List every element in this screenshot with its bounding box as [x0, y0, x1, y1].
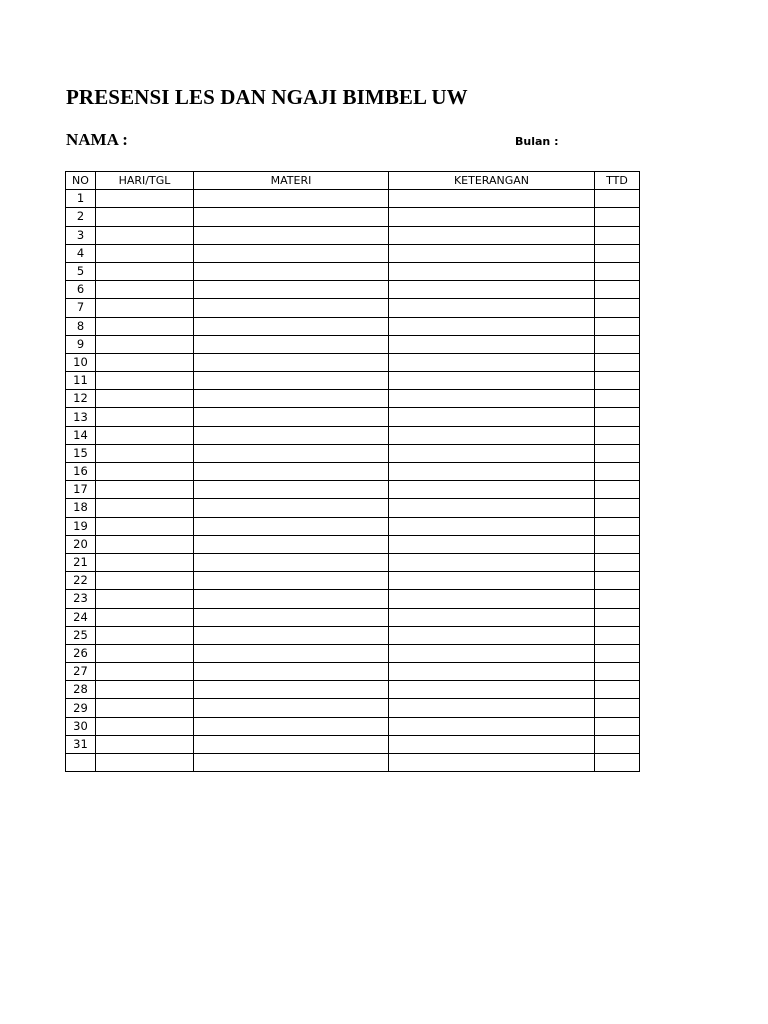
cell-ttd[interactable] — [595, 481, 640, 499]
table-row — [66, 444, 640, 462]
cell-keterangan[interactable] — [389, 572, 595, 590]
table-row — [66, 463, 640, 481]
cell-materi[interactable] — [194, 244, 389, 262]
cell-no: 7 — [66, 299, 96, 317]
cell-materi[interactable] — [194, 317, 389, 335]
cell-keterangan[interactable] — [389, 754, 595, 772]
cell-keterangan[interactable] — [389, 481, 595, 499]
cell-materi[interactable] — [194, 190, 389, 208]
cell-hari-tgl[interactable] — [96, 626, 194, 644]
cell-keterangan[interactable] — [389, 717, 595, 735]
cell-materi[interactable] — [194, 390, 389, 408]
cell-no: 1 — [66, 190, 96, 208]
cell-hari-tgl[interactable] — [96, 499, 194, 517]
table-row — [66, 517, 640, 535]
cell-materi[interactable] — [194, 626, 389, 644]
table-row — [66, 353, 640, 371]
cell-materi[interactable] — [194, 299, 389, 317]
table-row — [66, 626, 640, 644]
cell-keterangan[interactable] — [389, 444, 595, 462]
cell-hari-tgl[interactable] — [96, 535, 194, 553]
cell-hari-tgl[interactable] — [96, 608, 194, 626]
cell-hari-tgl[interactable] — [96, 372, 194, 390]
cell-hari-tgl[interactable] — [96, 735, 194, 753]
cell-keterangan[interactable] — [389, 463, 595, 481]
cell-no: 27 — [66, 663, 96, 681]
cell-materi[interactable] — [194, 208, 389, 226]
table-row — [66, 408, 640, 426]
cell-ttd[interactable] — [595, 335, 640, 353]
header-materi: MATERI — [194, 172, 389, 190]
table-row — [66, 644, 640, 662]
table-row — [66, 735, 640, 753]
cell-materi[interactable] — [194, 517, 389, 535]
cell-keterangan[interactable] — [389, 390, 595, 408]
table-row — [66, 699, 640, 717]
cell-keterangan[interactable] — [389, 590, 595, 608]
cell-keterangan[interactable] — [389, 553, 595, 571]
cell-ttd[interactable] — [595, 317, 640, 335]
cell-ttd[interactable] — [595, 517, 640, 535]
cell-hari-tgl[interactable] — [96, 553, 194, 571]
cell-hari-tgl[interactable] — [96, 335, 194, 353]
cell-ttd[interactable] — [595, 444, 640, 462]
cell-hari-tgl[interactable] — [96, 681, 194, 699]
cell-ttd[interactable] — [595, 572, 640, 590]
cell-keterangan[interactable] — [389, 517, 595, 535]
cell-no: 23 — [66, 590, 96, 608]
cell-keterangan[interactable] — [389, 735, 595, 753]
table-row — [66, 317, 640, 335]
table-row — [66, 663, 640, 681]
table-row — [66, 190, 640, 208]
cell-materi[interactable] — [194, 426, 389, 444]
table-row — [66, 499, 640, 517]
cell-keterangan[interactable] — [389, 408, 595, 426]
nama-label: NAMA : — [66, 130, 128, 149]
bulan-label: Bulan : — [515, 135, 559, 148]
header-no: NO — [66, 172, 96, 190]
table-header-row — [66, 172, 640, 190]
cell-hari-tgl[interactable] — [96, 226, 194, 244]
cell-ttd[interactable] — [595, 499, 640, 517]
cell-no: 18 — [66, 499, 96, 517]
cell-keterangan[interactable] — [389, 626, 595, 644]
table-row — [66, 299, 640, 317]
cell-no: 4 — [66, 244, 96, 262]
cell-materi[interactable] — [194, 754, 389, 772]
cell-hari-tgl[interactable] — [96, 663, 194, 681]
cell-keterangan[interactable] — [389, 335, 595, 353]
cell-hari-tgl[interactable] — [96, 463, 194, 481]
table-row — [66, 754, 640, 772]
cell-hari-tgl[interactable] — [96, 572, 194, 590]
cell-hari-tgl[interactable] — [96, 190, 194, 208]
cell-ttd[interactable] — [595, 608, 640, 626]
cell-ttd[interactable] — [595, 681, 640, 699]
table-row — [66, 281, 640, 299]
table-row — [66, 535, 640, 553]
cell-no: 29 — [66, 699, 96, 717]
cell-keterangan[interactable] — [389, 317, 595, 335]
cell-ttd[interactable] — [595, 717, 640, 735]
cell-hari-tgl[interactable] — [96, 590, 194, 608]
cell-ttd[interactable] — [595, 372, 640, 390]
cell-no: 22 — [66, 572, 96, 590]
cell-no: 16 — [66, 463, 96, 481]
cell-ttd[interactable] — [595, 754, 640, 772]
cell-hari-tgl[interactable] — [96, 408, 194, 426]
cell-hari-tgl[interactable] — [96, 353, 194, 371]
table-row — [66, 426, 640, 444]
table-row — [66, 335, 640, 353]
cell-keterangan[interactable] — [389, 353, 595, 371]
table-row — [66, 208, 640, 226]
cell-materi[interactable] — [194, 644, 389, 662]
cell-hari-tgl[interactable] — [96, 444, 194, 462]
header-ttd: TTD — [595, 172, 640, 190]
cell-hari-tgl[interactable] — [96, 481, 194, 499]
table-row — [66, 572, 640, 590]
cell-no: 2 — [66, 208, 96, 226]
cell-no: 10 — [66, 353, 96, 371]
cell-keterangan[interactable] — [389, 299, 595, 317]
cell-no: 24 — [66, 608, 96, 626]
cell-hari-tgl[interactable] — [96, 244, 194, 262]
cell-keterangan[interactable] — [389, 426, 595, 444]
cell-keterangan[interactable] — [389, 681, 595, 699]
table-row — [66, 481, 640, 499]
cell-no: 13 — [66, 408, 96, 426]
cell-no: 20 — [66, 535, 96, 553]
cell-hari-tgl[interactable] — [96, 299, 194, 317]
cell-no: 19 — [66, 517, 96, 535]
cell-materi[interactable] — [194, 590, 389, 608]
cell-materi[interactable] — [194, 444, 389, 462]
cell-materi[interactable] — [194, 281, 389, 299]
table-row — [66, 717, 640, 735]
cell-keterangan[interactable] — [389, 608, 595, 626]
cell-materi[interactable] — [194, 481, 389, 499]
cell-no — [66, 754, 96, 772]
cell-no: 9 — [66, 335, 96, 353]
cell-keterangan[interactable] — [389, 699, 595, 717]
cell-keterangan[interactable] — [389, 372, 595, 390]
cell-ttd[interactable] — [595, 262, 640, 280]
cell-materi[interactable] — [194, 463, 389, 481]
cell-no: 6 — [66, 281, 96, 299]
cell-keterangan[interactable] — [389, 262, 595, 280]
cell-no: 12 — [66, 390, 96, 408]
cell-no: 17 — [66, 481, 96, 499]
cell-ttd[interactable] — [595, 663, 640, 681]
cell-hari-tgl[interactable] — [96, 208, 194, 226]
cell-no: 30 — [66, 717, 96, 735]
cell-keterangan[interactable] — [389, 244, 595, 262]
cell-no: 11 — [66, 372, 96, 390]
cell-ttd[interactable] — [595, 226, 640, 244]
cell-hari-tgl[interactable] — [96, 754, 194, 772]
cell-ttd[interactable] — [595, 553, 640, 571]
table-row — [66, 681, 640, 699]
cell-keterangan[interactable] — [389, 663, 595, 681]
table-row — [66, 372, 640, 390]
cell-hari-tgl[interactable] — [96, 390, 194, 408]
table-row — [66, 226, 640, 244]
table-row — [66, 553, 640, 571]
cell-no: 26 — [66, 644, 96, 662]
cell-keterangan[interactable] — [389, 190, 595, 208]
cell-ttd[interactable] — [595, 208, 640, 226]
table-row — [66, 608, 640, 626]
cell-no: 8 — [66, 317, 96, 335]
cell-ttd[interactable] — [595, 644, 640, 662]
cell-hari-tgl[interactable] — [96, 644, 194, 662]
cell-materi[interactable] — [194, 226, 389, 244]
cell-no: 28 — [66, 681, 96, 699]
cell-ttd[interactable] — [595, 244, 640, 262]
cell-ttd[interactable] — [595, 408, 640, 426]
cell-materi[interactable] — [194, 699, 389, 717]
cell-no: 5 — [66, 262, 96, 280]
attendance-table — [65, 171, 640, 772]
cell-ttd[interactable] — [595, 626, 640, 644]
cell-materi[interactable] — [194, 717, 389, 735]
cell-materi[interactable] — [194, 535, 389, 553]
cell-ttd[interactable] — [595, 590, 640, 608]
cell-no: 3 — [66, 226, 96, 244]
cell-materi[interactable] — [194, 262, 389, 280]
cell-keterangan[interactable] — [389, 644, 595, 662]
header-keterangan: KETERANGAN — [389, 172, 595, 190]
cell-hari-tgl[interactable] — [96, 281, 194, 299]
cell-materi[interactable] — [194, 353, 389, 371]
cell-materi[interactable] — [194, 408, 389, 426]
table-body — [66, 190, 640, 772]
cell-no: 31 — [66, 735, 96, 753]
cell-keterangan[interactable] — [389, 208, 595, 226]
cell-keterangan[interactable] — [389, 226, 595, 244]
cell-keterangan[interactable] — [389, 499, 595, 517]
cell-no: 21 — [66, 553, 96, 571]
cell-materi[interactable] — [194, 608, 389, 626]
cell-hari-tgl[interactable] — [96, 717, 194, 735]
cell-materi[interactable] — [194, 572, 389, 590]
cell-ttd[interactable] — [595, 735, 640, 753]
table-row — [66, 590, 640, 608]
cell-no: 25 — [66, 626, 96, 644]
cell-no: 14 — [66, 426, 96, 444]
cell-materi[interactable] — [194, 372, 389, 390]
cell-materi[interactable] — [194, 499, 389, 517]
cell-ttd[interactable] — [595, 353, 640, 371]
cell-ttd[interactable] — [595, 281, 640, 299]
table-row — [66, 244, 640, 262]
cell-ttd[interactable] — [595, 463, 640, 481]
cell-ttd[interactable] — [595, 535, 640, 553]
table-row — [66, 262, 640, 280]
table-row — [66, 390, 640, 408]
cell-ttd[interactable] — [595, 426, 640, 444]
cell-hari-tgl[interactable] — [96, 317, 194, 335]
cell-materi[interactable] — [194, 681, 389, 699]
cell-keterangan[interactable] — [389, 535, 595, 553]
cell-keterangan[interactable] — [389, 281, 595, 299]
page-title: PRESENSI LES DAN NGAJI BIMBEL UW — [66, 85, 468, 109]
cell-materi[interactable] — [194, 553, 389, 571]
header-hari-tgl: HARI/TGL — [96, 172, 194, 190]
cell-materi[interactable] — [194, 663, 389, 681]
cell-no: 15 — [66, 444, 96, 462]
cell-hari-tgl[interactable] — [96, 262, 194, 280]
cell-ttd[interactable] — [595, 390, 640, 408]
cell-ttd[interactable] — [595, 190, 640, 208]
cell-ttd[interactable] — [595, 299, 640, 317]
cell-materi[interactable] — [194, 735, 389, 753]
cell-ttd[interactable] — [595, 699, 640, 717]
cell-hari-tgl[interactable] — [96, 426, 194, 444]
cell-materi[interactable] — [194, 335, 389, 353]
cell-hari-tgl[interactable] — [96, 517, 194, 535]
cell-hari-tgl[interactable] — [96, 699, 194, 717]
